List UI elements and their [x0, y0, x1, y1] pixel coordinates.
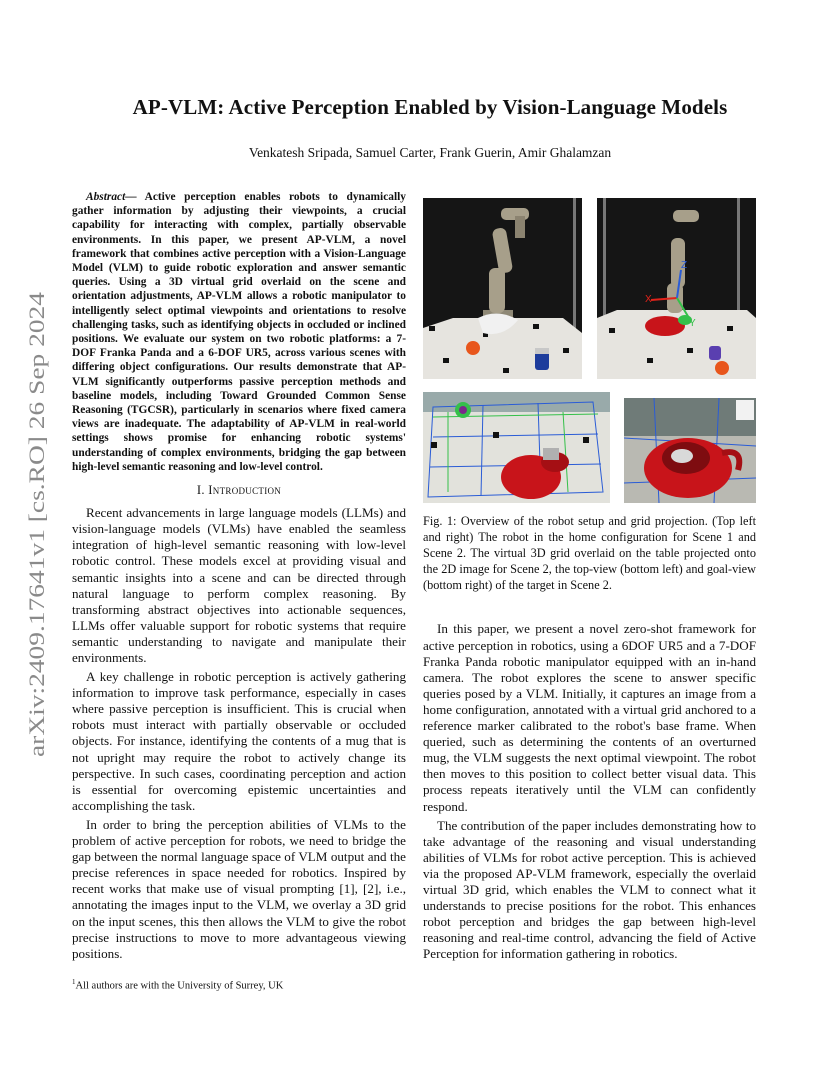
left-column [72, 190, 406, 965]
section-heading-introduction [72, 482, 406, 498]
intro-paragraph-2: A key challenge in robotic perception is actively gathering information to improve task performance, especially in cases where passive perception is insufficient. This is crucial when robots must interact with partially observable or occluded objects. For instance, identifying the contents of a mug that is not upright may require the robot to actively change its perspective. In such cases, coordinating perception and action is essential for overcoming epistemic uncertainties and accomplishing the task. [72, 669, 406, 813]
right-text [423, 621, 756, 962]
footnote-mark: 1 [72, 978, 76, 986]
section-number: I. [196, 483, 209, 498]
author-list: Venkatesh Sripada, Samuel Carter, Frank Guerin, Amir Ghalamzan [248, 145, 612, 160]
abstract-label: Abstract— [86, 191, 137, 203]
intro-paragraph-4: In this paper, we present a novel zero-shot framework for active perception in robotics, using a 6DOF UR5 and a 7-DOF Franka Panda robotic manipulator equipped with an in-hand camera. The robot explores the scene to answer specific queries posed by a VLM. Initially, it captures an image from a home configuration, annotated with a virtual grid anchored to a reference marker calibrated to the robot's base frame. When queried, such as determining the contents of an overturned mug, the VLM suggests the next optimal viewpoint. The robot then moves to this position to collect better visual data. This process repeats iteratively until the VLM can confidently respond. [423, 621, 756, 814]
figure-image-goal-view [624, 398, 756, 503]
figure-image-scene-1 [423, 198, 582, 379]
footnote [72, 978, 406, 992]
intro-paragraph-1: Recent advancements in large language models (LLMs) and vision-language models (VLMs) have enabled the seamless integration of high-level semantic reasoning with low-level robotic control. These models excel at providing visual and semantic insights into a scene and can be directed through natural language to perform complex reasoning. By transforming abstract objectives into actionable sequences, LLMs offer valuable support for robotic systems that require semantic understanding to navigate and manipulate their environments. [72, 505, 406, 665]
section-title: Introduction [208, 483, 282, 498]
arxiv-identifier [22, 290, 52, 760]
figure-image-top-view [423, 392, 610, 503]
axis-label-z: Z [681, 260, 688, 271]
right-column [423, 198, 756, 965]
paper-title: AP-VLM: Active Perception Enabled by Vision-Language Models [132, 95, 728, 119]
abstract [72, 190, 406, 474]
abstract-text: Active perception enables robots to dynamically gather information by adjusting their viewpoints, a crucial capability for interacting with complex, partially observable environments. In this paper, we present AP-VLM, a novel framework that combines active perception with a Vision-Language Model (VLM) to guide robotic exploration and answer semantic queries. Using a 3D virtual grid overlaid on the scene and orientation adjustments, AP-VLM allows a robotic manipulator to intelligently select optimal viewpoints and orientations to resolve challenging tasks, such as identifying objects in occluded or inclined positions. We evaluate our system on two robotic platforms: a 7-DOF Franka Panda and a 6-DOF UR5, across various scenes with differing object configurations. Our results demonstrate that AP-VLM significantly outperforms passive perception methods and baseline models, including Toward Grounded Common Sense Reasoning (TGCSR), particularly in scenarios where fixed camera views are inadequate. The adaptability of AP-VLM in real-world settings shows promise for enhancing robotic systems' understanding of complex environments, bridging the gap between high-level semantic reasoning and low-level control. [72, 191, 406, 473]
axis-label-y: Y [689, 318, 696, 329]
arxiv-identifier-text: arXiv:2409.17641v1 [cs.RO] 26 Sep 2024 [24, 375, 49, 757]
intro-paragraph-5: The contribution of the paper includes demonstrating how to take advantage of the reasoning and visual understanding abilities of VLMs for robot active perception. This is achieved via the proposed AP-VLM framework, especially the overlaid virtual 3D grid, which enables the VLM to connect what it understands to precise positions for the robot. This enhances robot perception and bridges the gap between high-level reasoning and real-time control, advancing the field of Active Perception for information gathering in robotics. [423, 817, 756, 962]
footnote-text: All authors are with the University of Surrey, UK [75, 980, 284, 992]
axis-label-x: X [645, 294, 652, 305]
figure-image-scene-2 [597, 198, 756, 379]
figure-1 [423, 198, 756, 503]
intro-paragraph-3: In order to bring the perception abilities of VLMs to the problem of active perception for robots, we need to bridge the gap between the normal language space of VLM output and the precise references in space needed for robotics. Inspired by recent works that make use of visual prompting [1], [2], i.e., annotating the images input to the VLM, we overlay a 3D grid on the input scenes, this then allows the VLM to give the robot precise instructions to move to more advantageous viewing positions. [72, 816, 406, 961]
figure-caption: Fig. 1: Overview of the robot setup and grid projection. (Top left and right) The robot in the home configuration for Scene 1 and Scene 2. The virtual 3D grid overlaid on the table projected onto the 2D image for Scene 2, the top-view (bottom left) and goal-view (bottom right) of the target in Scene 2. [423, 514, 756, 593]
